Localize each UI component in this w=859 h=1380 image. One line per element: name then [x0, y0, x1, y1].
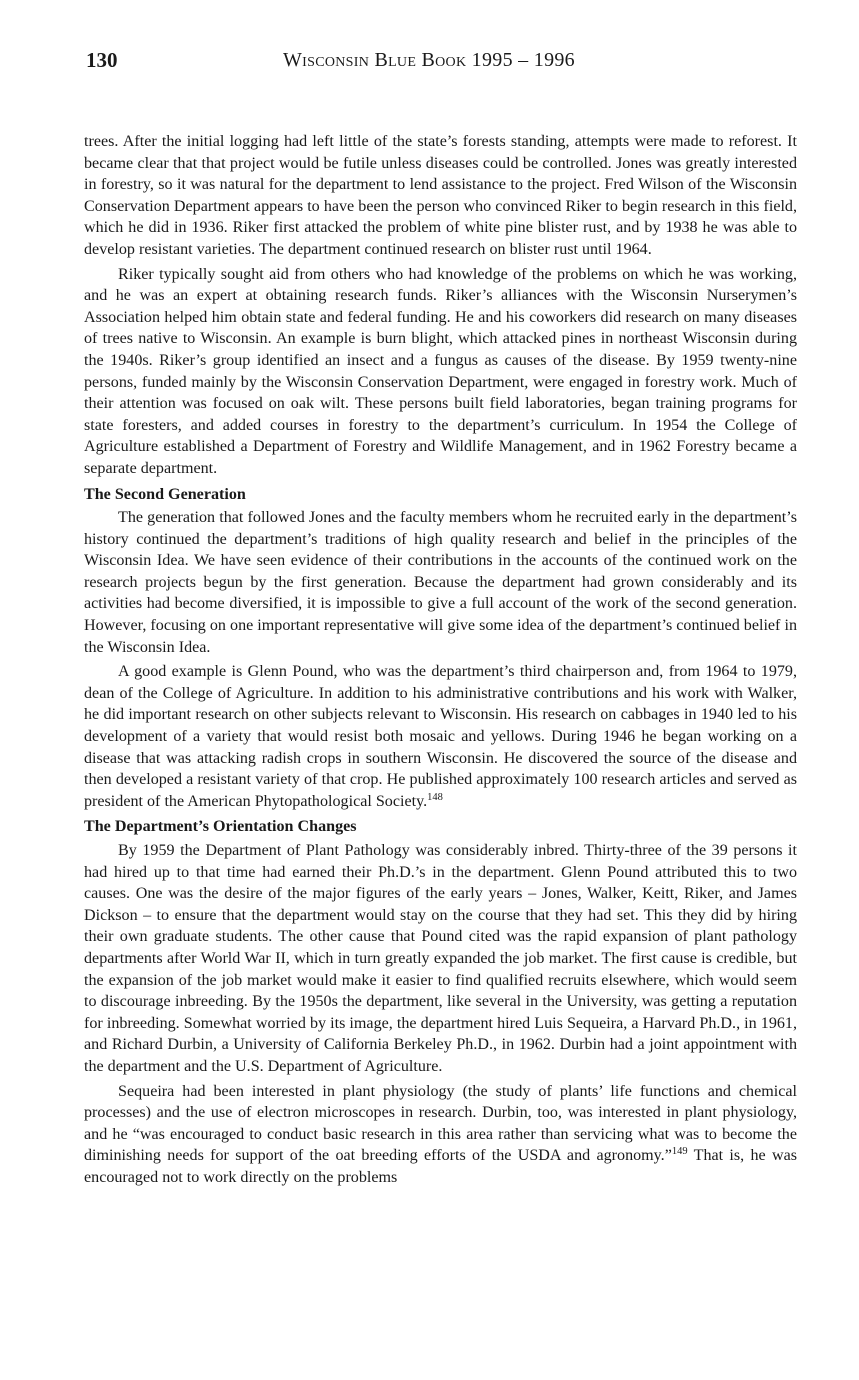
- paragraph-4-text: A good example is Glenn Pound, who was the department’s third chairperson and, from 1964 to 1979, dean of the College of Agriculture. In addition to his administrative contributions and his work with Walker, he did important research on other subjects relevant to Wisconsin. His research on cabbages in 1940 led to his development of a variety that would resist both mosaic and yellows. During 1946 he began working on a disease that was attacking radish crops in southern Wisconsin. He discovered the source of the disease and then developed a resistant variety of that crop. He published approximately 100 research articles and served as president of the American Phytopathological Society.: [84, 663, 797, 810]
- paragraph-5: By 1959 the Department of Plant Pathology was considerably inbred. Thirty-three of the 39 persons it had hired up to that time had earned their Ph.D.’s in the department. Glenn Pound attributed this to two causes. One was the desire of the major figures of the early years – Jones, Walker, Keitt, Riker, and James Dickson – to ensure that the department would stay on the course that they had set. This they did by hiring their own graduate students. The other cause that Pound cited was the rapid expansion of plant pathology departments after World War II, which in turn greatly expanded the job market. The first cause is credible, but the expansion of the job market would make it easier to find qualified recruits elsewhere, which would seem to discourage inbreeding. By the 1950s the department, like several in the University, was getting a reputation for inbreeding. Somewhat worried by its image, the department hired Luis Sequeira, a Harvard Ph.D., in 1961, and Richard Durbin, a University of California Berkeley Ph.D., in 1962. Durbin had a joint appointment with the department and the U.S. Department of Agriculture.: [84, 842, 797, 1075]
- paragraph-4: [84, 661, 797, 812]
- running-title: Wisconsin Blue Book 1995 – 1996: [283, 49, 575, 71]
- section-heading-orientation-changes: The Department’s Orientation Changes: [84, 818, 357, 836]
- body-text: [84, 131, 797, 1192]
- footnote-ref-148: 148: [427, 791, 443, 803]
- paragraph-6: [84, 1081, 797, 1189]
- page-header: [86, 48, 806, 82]
- paragraph-6-text: Sequeira had been interested in plant physiology (the study of plants’ life functions and chemical processes) and the use of electron microscopes in research. Durbin, too, was interested in plant physiology, and he “was encouraged to conduct basic research in this area rather than servicing what was to become the diminishing needs for support of the oat breeding efforts of the USDA and agronomy.”: [84, 1082, 797, 1165]
- paragraph-2: Riker typically sought aid from others who had knowledge of the problems on which he was working, and he was an expert at obtaining research funds. Riker’s alliances with the Wisconsin Nurserymen’s Association helped him obtain state and federal funding. He and his coworkers did research on many diseases of trees native to Wisconsin. An example is burn blight, which attacked pines in northeast Wisconsin during the 1940s. Riker’s group identified an insect and a fungus as causes of the disease. By 1959 twenty-nine persons, funded mainly by the Wisconsin Conservation Department, were engaged in forestry work. Much of their attention was focused on oak wilt. These persons built field laboratories, began training programs for state foresters, and added courses in forestry to the department’s curriculum. In 1954 the College of Agriculture established a Department of Forestry and Wildlife Management, and in 1962 Forestry became a separate department.: [84, 265, 797, 477]
- page-number: 130: [86, 48, 118, 72]
- section-heading-second-generation: The Second Generation: [84, 485, 246, 503]
- paragraph-3: The generation that followed Jones and the faculty members whom he recruited early in the department’s history continued the department’s traditions of high quality research and belief in the principles of the Wisconsin Idea. We have seen evidence of their contributions in the accounts of the continued work on the research projects begun by the first generation. Because the department had grown considerably and its activities had become diversified, it is impossible to give a full account of the work of the second generation. However, focusing on one important representative will give some idea of the department’s continued belief in the Wisconsin Idea.: [84, 509, 797, 656]
- paragraph-6-tail: That is, he was encouraged not to work directly on the problems: [84, 1147, 797, 1186]
- footnote-ref-149: 149: [671, 1146, 688, 1158]
- paragraph-1: trees. After the initial logging had left little of the state’s forests standing, attempts were made to reforest. It became clear that that project would be futile unless diseases could be controlled. Jones was greatly interested in forestry, so it was natural for the department to lend assistance to the project. Fred Wilson of the Wisconsin Conservation Department appears to have been the person who convinced Riker to begin research in this field, which he did in 1936. Riker first attacked the problem of white pine blister rust, and by 1938 he was able to develop resistant varieties. The department continued research on blister rust until 1964.: [84, 133, 797, 258]
